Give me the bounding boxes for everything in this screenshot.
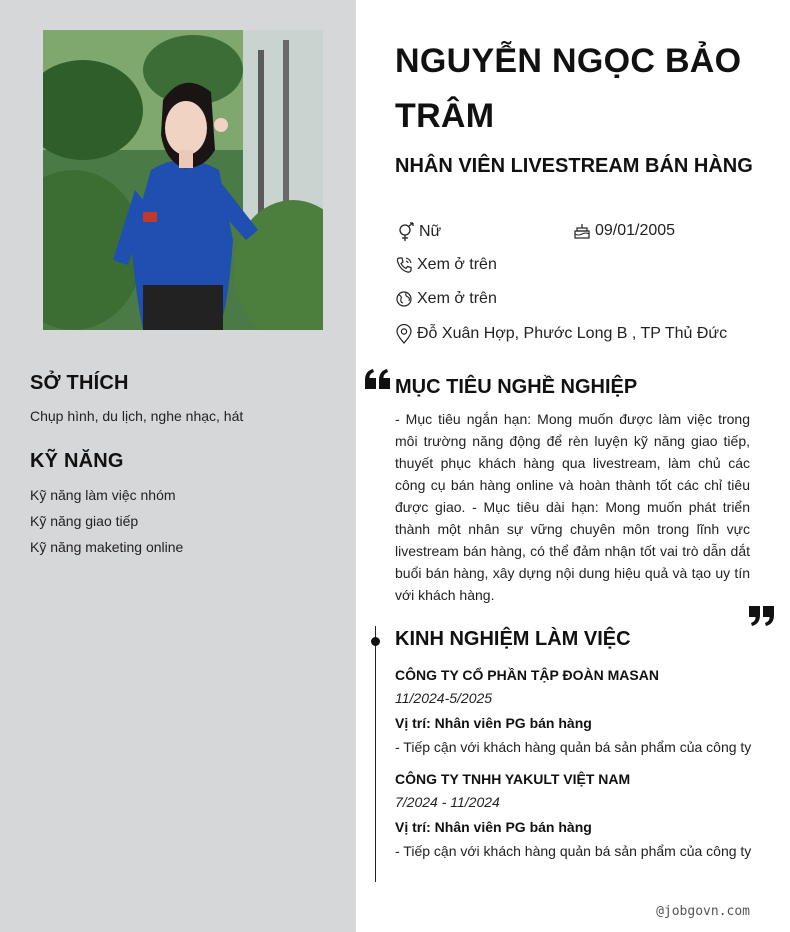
skill-item: Kỹ năng giao tiếp [30, 513, 139, 529]
address-value: Đỗ Xuân Hợp, Phước Long B , TP Thủ Đức [417, 325, 728, 342]
job-description: - Tiếp cận với khách hàng quản bá sản phẩm của công ty [395, 739, 752, 755]
gender-value: Nữ [419, 223, 442, 240]
gender-row [395, 222, 441, 242]
address-row [395, 324, 727, 344]
gender-icon [395, 222, 415, 242]
quote-close-icon [749, 606, 775, 626]
job-position: Vị trí: Nhân viên PG bán hàng [395, 819, 592, 835]
watermark: @jobgovn.com [656, 904, 750, 919]
birthdate-row [573, 222, 675, 240]
phone-value: Xem ở trên [417, 256, 497, 273]
timeline-line [375, 626, 376, 882]
skills-list [30, 486, 183, 564]
skill-item: Kỹ năng làm việc nhóm [30, 487, 176, 503]
skill-item: Kỹ năng maketing online [30, 539, 184, 555]
job-position: Vị trí: Nhân viên PG bán hàng [395, 715, 592, 731]
globe-icon [395, 290, 413, 308]
job-period: 7/2024 - 11/2024 [395, 794, 500, 810]
hobbies-title: SỞ THÍCH [30, 372, 129, 394]
hobbies-text: Chụp hình, du lịch, nghe nhạc, hát [30, 408, 244, 424]
phone-icon [395, 256, 413, 274]
job-period: 11/2024-5/2025 [395, 690, 493, 706]
job-company: CÔNG TY TNHH YAKULT VIỆT NAM [395, 771, 631, 787]
job-company: CÔNG TY CỔ PHẦN TẬP ĐOÀN MASAN [395, 667, 659, 683]
birthdate-value: 09/01/2005 [595, 222, 676, 239]
website-value: Xem ở trên [417, 290, 497, 307]
job-description: - Tiếp cận với khách hàng quản bá sản phẩm của công ty [395, 843, 752, 859]
website-row [395, 290, 497, 308]
experience-title: KINH NGHIỆM LÀM VIỆC [395, 628, 631, 650]
quote-open-icon [365, 369, 391, 389]
profile-photo [43, 30, 323, 330]
candidate-name: NGUYỄN NGỌC BẢO TRÂM [395, 42, 742, 135]
cake-icon [573, 222, 591, 240]
left-sidebar [0, 0, 356, 932]
location-icon [395, 324, 413, 344]
phone-row [395, 256, 497, 274]
skills-title: KỸ NĂNG [30, 450, 124, 472]
objective-text: - Mục tiêu ngắn hạn: Mong muốn được làm việc trong môi trường năng động để rèn luyện kỹ năng giao tiếp, thuyết phục khách hàng qua livestream, làm chủ các công cụ bán hàng online và hoàn thành tốt các chỉ tiêu được giao. - Mục tiêu dài hạn: Mong muốn phát triển thành một nhân sự vững chuyên môn trong lĩnh vực livestream bán hàng, có thể đảm nhận tốt vai trò dẫn dắt buổi bán hàng, xây dựng nội dung hiệu quả và tạo uy tín với khách hàng. [395, 411, 750, 603]
timeline-dot [371, 637, 380, 646]
objective-title: MỤC TIÊU NGHỀ NGHIỆP [395, 376, 638, 398]
job-title: NHÂN VIÊN LIVESTREAM BÁN HÀNG [395, 155, 753, 177]
